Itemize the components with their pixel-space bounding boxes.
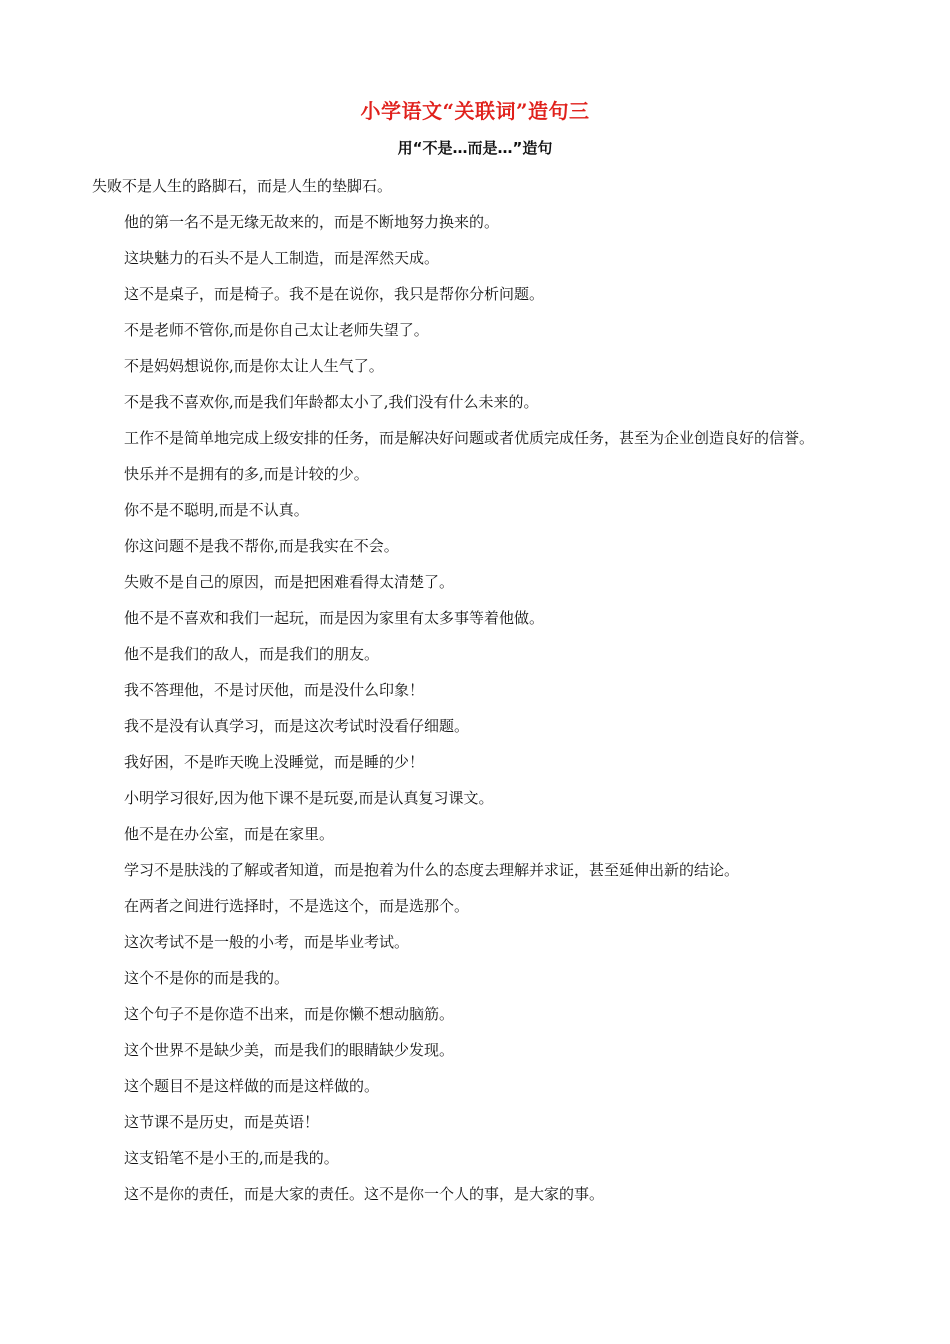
paragraph: 这不是桌子，而是椅子。我不是在说你，我只是帮你分析问题。 <box>124 285 545 303</box>
paragraph: 快乐并不是拥有的多,而是计较的少。 <box>124 465 369 483</box>
paragraph: 这节课不是历史，而是英语！ <box>124 1113 320 1131</box>
paragraph: 你不是不聪明,而是不认真。 <box>124 501 309 519</box>
paragraph: 在两者之间进行选择时，不是选这个，而是选那个。 <box>124 897 470 915</box>
paragraph: 这个句子不是你造不出来，而是你懒不想动脑筋。 <box>124 1005 455 1023</box>
paragraph: 小明学习很好,因为他下课不是玩耍,而是认真复习课文。 <box>124 789 494 807</box>
paragraph: 他不是不喜欢和我们一起玩，而是因为家里有太多事等着他做。 <box>124 609 545 627</box>
document-subtitle: 用“不是…而是…”造句 <box>397 139 553 157</box>
paragraph: 他不是在办公室，而是在家里。 <box>124 825 335 843</box>
document-body <box>92 168 862 1212</box>
paragraph: 这不是你的责任，而是大家的责任。这不是你一个人的事，是大家的事。 <box>124 1185 605 1203</box>
paragraph: 学习不是肤浅的了解或者知道，而是抱着为什么的态度去理解并求证，甚至延伸出新的结论。 <box>124 861 740 879</box>
paragraph: 工作不是简单地完成上级安排的任务，而是解决好问题或者优质完成任务，甚至为企业创造良好的信誉。 <box>124 429 815 447</box>
paragraph: 这次考试不是一般的小考，而是毕业考试。 <box>124 933 410 951</box>
paragraph: 你这问题不是我不帮你,而是我实在不会。 <box>124 537 399 555</box>
paragraph: 不是妈妈想说你,而是你太让人生气了。 <box>124 357 384 375</box>
paragraph: 这个题目不是这样做的而是这样做的。 <box>124 1077 380 1095</box>
paragraph: 我好困，不是昨天晚上没睡觉，而是睡的少！ <box>124 753 425 771</box>
paragraph: 他不是我们的敌人，而是我们的朋友。 <box>124 645 380 663</box>
paragraph: 失败不是自己的原因，而是把困难看得太清楚了。 <box>124 573 455 591</box>
paragraph: 不是我不喜欢你,而是我们年龄都太小了,我们没有什么未来的。 <box>124 393 539 411</box>
document-title: 小学语文“关联词”造句三 <box>360 99 590 123</box>
paragraph: 不是老师不管你,而是你自己太让老师失望了。 <box>124 321 429 339</box>
paragraph: 这支铅笔不是小王的,而是我的。 <box>124 1149 339 1167</box>
paragraph: 这块魅力的石头不是人工制造，而是浑然天成。 <box>124 249 440 267</box>
paragraph: 我不答理他，不是讨厌他，而是没什么印象！ <box>124 681 425 699</box>
paragraph: 我不是没有认真学习，而是这次考试时没看仔细题。 <box>124 717 470 735</box>
paragraph: 这个不是你的而是我的。 <box>124 969 290 987</box>
paragraph: 他的第一名不是无缘无故来的，而是不断地努力换来的。 <box>124 213 500 231</box>
paragraph: 失败不是人生的路脚石，而是人生的垫脚石。 <box>92 177 393 195</box>
paragraph: 这个世界不是缺少美，而是我们的眼睛缺少发现。 <box>124 1041 455 1059</box>
